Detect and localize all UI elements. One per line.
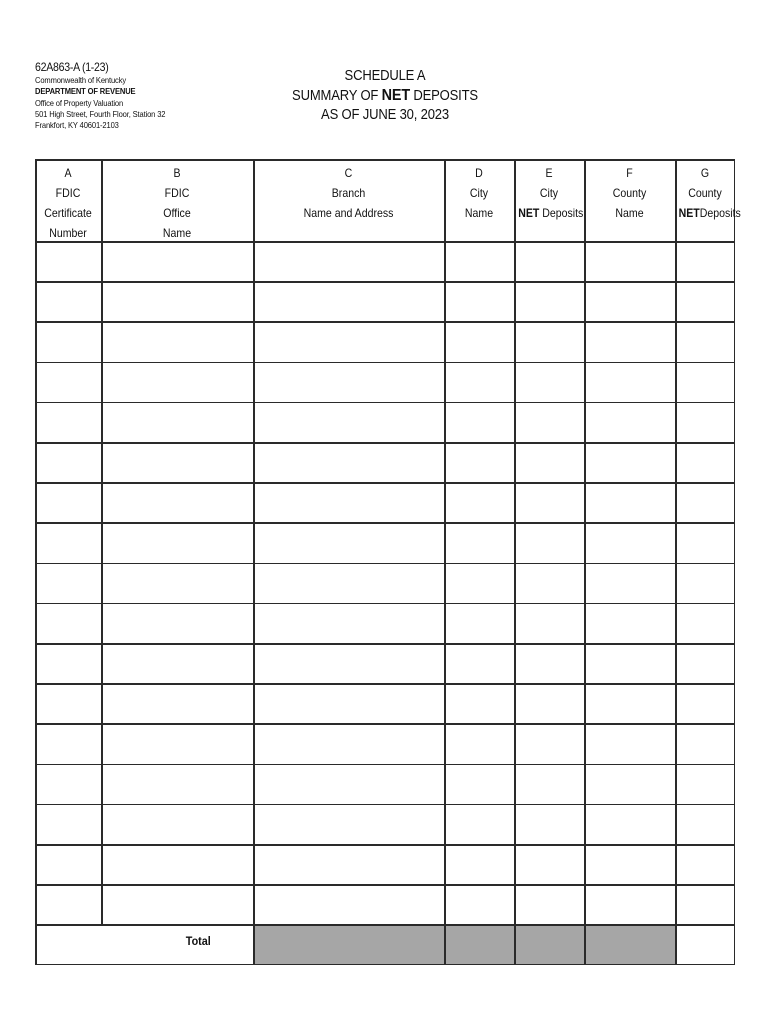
table-cell[interactable] <box>516 484 582 520</box>
table-cell[interactable] <box>103 846 251 882</box>
table-cell[interactable] <box>103 404 251 440</box>
table-cell[interactable] <box>37 725 99 761</box>
table-cell[interactable] <box>586 404 673 440</box>
table-cell[interactable] <box>586 685 673 721</box>
title-schedule: SCHEDULE A <box>344 68 426 84</box>
column-divider <box>253 159 255 965</box>
table-bottom-border <box>35 964 735 966</box>
table-cell[interactable] <box>516 283 582 319</box>
table-cell[interactable] <box>37 766 99 802</box>
table-cell[interactable] <box>37 846 99 882</box>
agency-state: Commonwealth of Kentucky <box>35 75 126 85</box>
table-cell[interactable] <box>586 645 673 681</box>
column-header <box>584 163 675 243</box>
table-cell[interactable] <box>677 484 733 520</box>
column-header-line <box>679 223 732 243</box>
table-cell[interactable] <box>255 766 442 802</box>
column-header-line: Name <box>162 226 192 240</box>
table-cell[interactable] <box>103 605 251 641</box>
column-header-text: Deposits <box>699 206 741 220</box>
table-cell[interactable] <box>37 323 99 359</box>
table-cell[interactable] <box>677 524 733 560</box>
column-header <box>253 163 444 243</box>
table-cell[interactable] <box>677 685 733 721</box>
table-cell[interactable] <box>586 725 673 761</box>
table-cell[interactable] <box>446 524 512 560</box>
column-header-line <box>518 223 580 243</box>
table-cell[interactable] <box>103 364 251 400</box>
column-letter: E <box>545 166 553 180</box>
table-cell[interactable] <box>37 605 99 641</box>
table-cell[interactable] <box>37 806 99 842</box>
table-cell[interactable] <box>255 725 442 761</box>
column-header-line: Name and Address <box>303 206 394 220</box>
total-county-net-deposits-cell[interactable] <box>677 926 733 963</box>
column-divider <box>675 159 677 965</box>
title-summary-pre: SUMMARY OF <box>292 87 382 104</box>
table-cell[interactable] <box>446 243 512 279</box>
table-cell[interactable] <box>255 243 442 279</box>
agency-department: DEPARTMENT OF REVENUE <box>35 86 136 97</box>
column-header-line: FDIC <box>164 186 190 200</box>
table-cell[interactable] <box>446 766 512 802</box>
table-cell[interactable] <box>677 605 733 641</box>
table-cell[interactable] <box>255 323 442 359</box>
column-header-bold: NET <box>678 206 700 220</box>
total-label: Total <box>185 934 211 949</box>
table-cell[interactable] <box>586 846 673 882</box>
table-cell[interactable] <box>586 524 673 560</box>
column-header <box>101 163 253 243</box>
table-cell[interactable] <box>586 565 673 601</box>
column-letter: D <box>475 166 483 180</box>
column-letter: B <box>173 166 181 180</box>
table-cell[interactable] <box>446 323 512 359</box>
form-id: 62A863-A (1-23) <box>35 60 109 74</box>
table-cell[interactable] <box>255 605 442 641</box>
table-cell[interactable] <box>255 283 442 319</box>
table-cell[interactable] <box>516 565 582 601</box>
table-cell[interactable] <box>103 524 251 560</box>
table-cell[interactable] <box>516 243 582 279</box>
agency-header <box>35 61 183 132</box>
table-cell[interactable] <box>586 283 673 319</box>
column-header-line: Certificate <box>44 206 92 220</box>
table-cell[interactable] <box>516 605 582 641</box>
table-cell[interactable] <box>37 645 99 681</box>
table-side-border <box>35 159 37 965</box>
column-header <box>444 163 514 243</box>
agency-city: Frankfort, KY 40601-2103 <box>35 120 119 131</box>
column-divider <box>584 159 586 965</box>
table-cell[interactable] <box>516 846 582 882</box>
table-cell[interactable] <box>586 484 673 520</box>
table-cell[interactable] <box>37 524 99 560</box>
table-cell[interactable] <box>516 364 582 400</box>
table-top-border <box>35 159 735 161</box>
table-cell[interactable] <box>516 806 582 842</box>
table-cell[interactable] <box>446 484 512 520</box>
table-cell[interactable] <box>677 283 733 319</box>
table-cell[interactable] <box>255 846 442 882</box>
table-cell[interactable] <box>677 364 733 400</box>
column-header <box>675 163 741 243</box>
table-cell[interactable] <box>37 565 99 601</box>
table-cell[interactable] <box>516 404 582 440</box>
column-header-line: Office <box>163 206 191 220</box>
column-header <box>35 163 101 243</box>
table-cell[interactable] <box>586 323 673 359</box>
title-date: AS OF JUNE 30, 2023 <box>321 106 449 123</box>
table-cell[interactable] <box>446 886 512 922</box>
table-cell[interactable] <box>516 886 582 922</box>
column-header-bold: NET <box>518 206 540 220</box>
column-header-line: City <box>469 186 489 200</box>
form-title <box>235 69 535 126</box>
table-cell[interactable] <box>255 444 442 480</box>
table-cell[interactable] <box>446 685 512 721</box>
column-letter: F <box>626 166 633 180</box>
title-summary-post: DEPOSITS <box>409 87 478 104</box>
table-cell[interactable] <box>677 766 733 802</box>
title-summary <box>250 88 520 104</box>
table-cell[interactable] <box>255 886 442 922</box>
table-cell[interactable] <box>446 444 512 480</box>
agency-office: Office of Property Valuation <box>35 97 124 108</box>
table-cell[interactable] <box>677 725 733 761</box>
column-header-line: Branch <box>331 186 366 200</box>
column-letter: G <box>700 166 710 180</box>
table-cell[interactable] <box>446 565 512 601</box>
column-header-line: Name <box>615 206 644 220</box>
column-header-text: Deposits <box>539 206 584 220</box>
table-cell[interactable] <box>516 766 582 802</box>
table-cell[interactable] <box>446 645 512 681</box>
table-cell[interactable] <box>255 484 442 520</box>
column-header-line <box>518 203 584 223</box>
table-cell[interactable] <box>103 645 251 681</box>
table-side-border <box>734 159 736 965</box>
table-cell[interactable] <box>677 846 733 882</box>
table-cell[interactable] <box>446 605 512 641</box>
table-cell[interactable] <box>37 283 99 319</box>
column-header-line <box>264 223 432 243</box>
table-cell[interactable] <box>446 725 512 761</box>
table-cell[interactable] <box>516 645 582 681</box>
table-cell[interactable] <box>677 645 733 681</box>
table-cell[interactable] <box>255 404 442 440</box>
column-header-line: FDIC <box>55 186 81 200</box>
table-cell[interactable] <box>103 806 251 842</box>
table-cell[interactable] <box>677 806 733 842</box>
column-header-line <box>589 223 669 243</box>
table-cell[interactable] <box>677 444 733 480</box>
table-cell[interactable] <box>255 565 442 601</box>
table-cell[interactable] <box>103 323 251 359</box>
column-header-line <box>448 223 510 243</box>
column-header-line: Name <box>464 206 494 220</box>
column-header-line: Number <box>49 226 87 240</box>
table-cell[interactable] <box>516 725 582 761</box>
table-cell[interactable] <box>103 766 251 802</box>
table-cell[interactable] <box>255 685 442 721</box>
table-cell[interactable] <box>677 565 733 601</box>
table-cell[interactable] <box>103 243 251 279</box>
table-cell[interactable] <box>103 484 251 520</box>
title-summary-bold: NET <box>381 86 410 104</box>
column-letter: C <box>344 166 353 180</box>
table-cell[interactable] <box>446 364 512 400</box>
table-cell[interactable] <box>255 524 442 560</box>
table-cell[interactable] <box>37 886 99 922</box>
table-cell[interactable] <box>516 524 582 560</box>
table-cell[interactable] <box>586 766 673 802</box>
table-cell[interactable] <box>677 323 733 359</box>
table-cell[interactable] <box>446 846 512 882</box>
table-cell[interactable] <box>677 243 733 279</box>
table-cell[interactable] <box>677 886 733 922</box>
column-divider <box>444 159 446 965</box>
row-divider <box>35 924 735 926</box>
table-cell[interactable] <box>516 444 582 480</box>
table-cell[interactable] <box>37 484 99 520</box>
table-cell[interactable] <box>586 886 673 922</box>
table-cell[interactable] <box>103 283 251 319</box>
table-cell[interactable] <box>103 886 251 922</box>
table-cell[interactable] <box>37 364 99 400</box>
table-cell[interactable] <box>37 685 99 721</box>
table-cell[interactable] <box>103 685 251 721</box>
column-letter: A <box>64 166 72 180</box>
table-cell[interactable] <box>586 605 673 641</box>
table-cell[interactable] <box>586 444 673 480</box>
table-cell[interactable] <box>255 645 442 681</box>
table-cell[interactable] <box>37 243 99 279</box>
table-cell[interactable] <box>516 323 582 359</box>
column-header-line: County <box>688 186 722 200</box>
table-cell[interactable] <box>37 444 99 480</box>
column-header <box>514 163 584 243</box>
table-cell[interactable] <box>586 806 673 842</box>
table-cell[interactable] <box>446 404 512 440</box>
table-cell[interactable] <box>255 806 442 842</box>
table-cell[interactable] <box>677 404 733 440</box>
table-cell[interactable] <box>37 404 99 440</box>
agency-street: 501 High Street, Fourth Floor, Station 32 <box>35 108 166 119</box>
total-shade <box>253 924 675 965</box>
column-header-line: City <box>539 186 559 200</box>
table-cell[interactable] <box>255 364 442 400</box>
column-header-line <box>678 203 741 223</box>
deposits-table <box>35 159 741 965</box>
table-cell[interactable] <box>446 806 512 842</box>
table-cell[interactable] <box>103 565 251 601</box>
column-header-line: County <box>612 186 647 200</box>
table-cell[interactable] <box>586 243 673 279</box>
table-cell[interactable] <box>446 283 512 319</box>
column-divider <box>514 159 516 965</box>
table-cell[interactable] <box>516 685 582 721</box>
table-cell[interactable] <box>586 364 673 400</box>
table-cell[interactable] <box>103 725 251 761</box>
table-cell[interactable] <box>103 444 251 480</box>
